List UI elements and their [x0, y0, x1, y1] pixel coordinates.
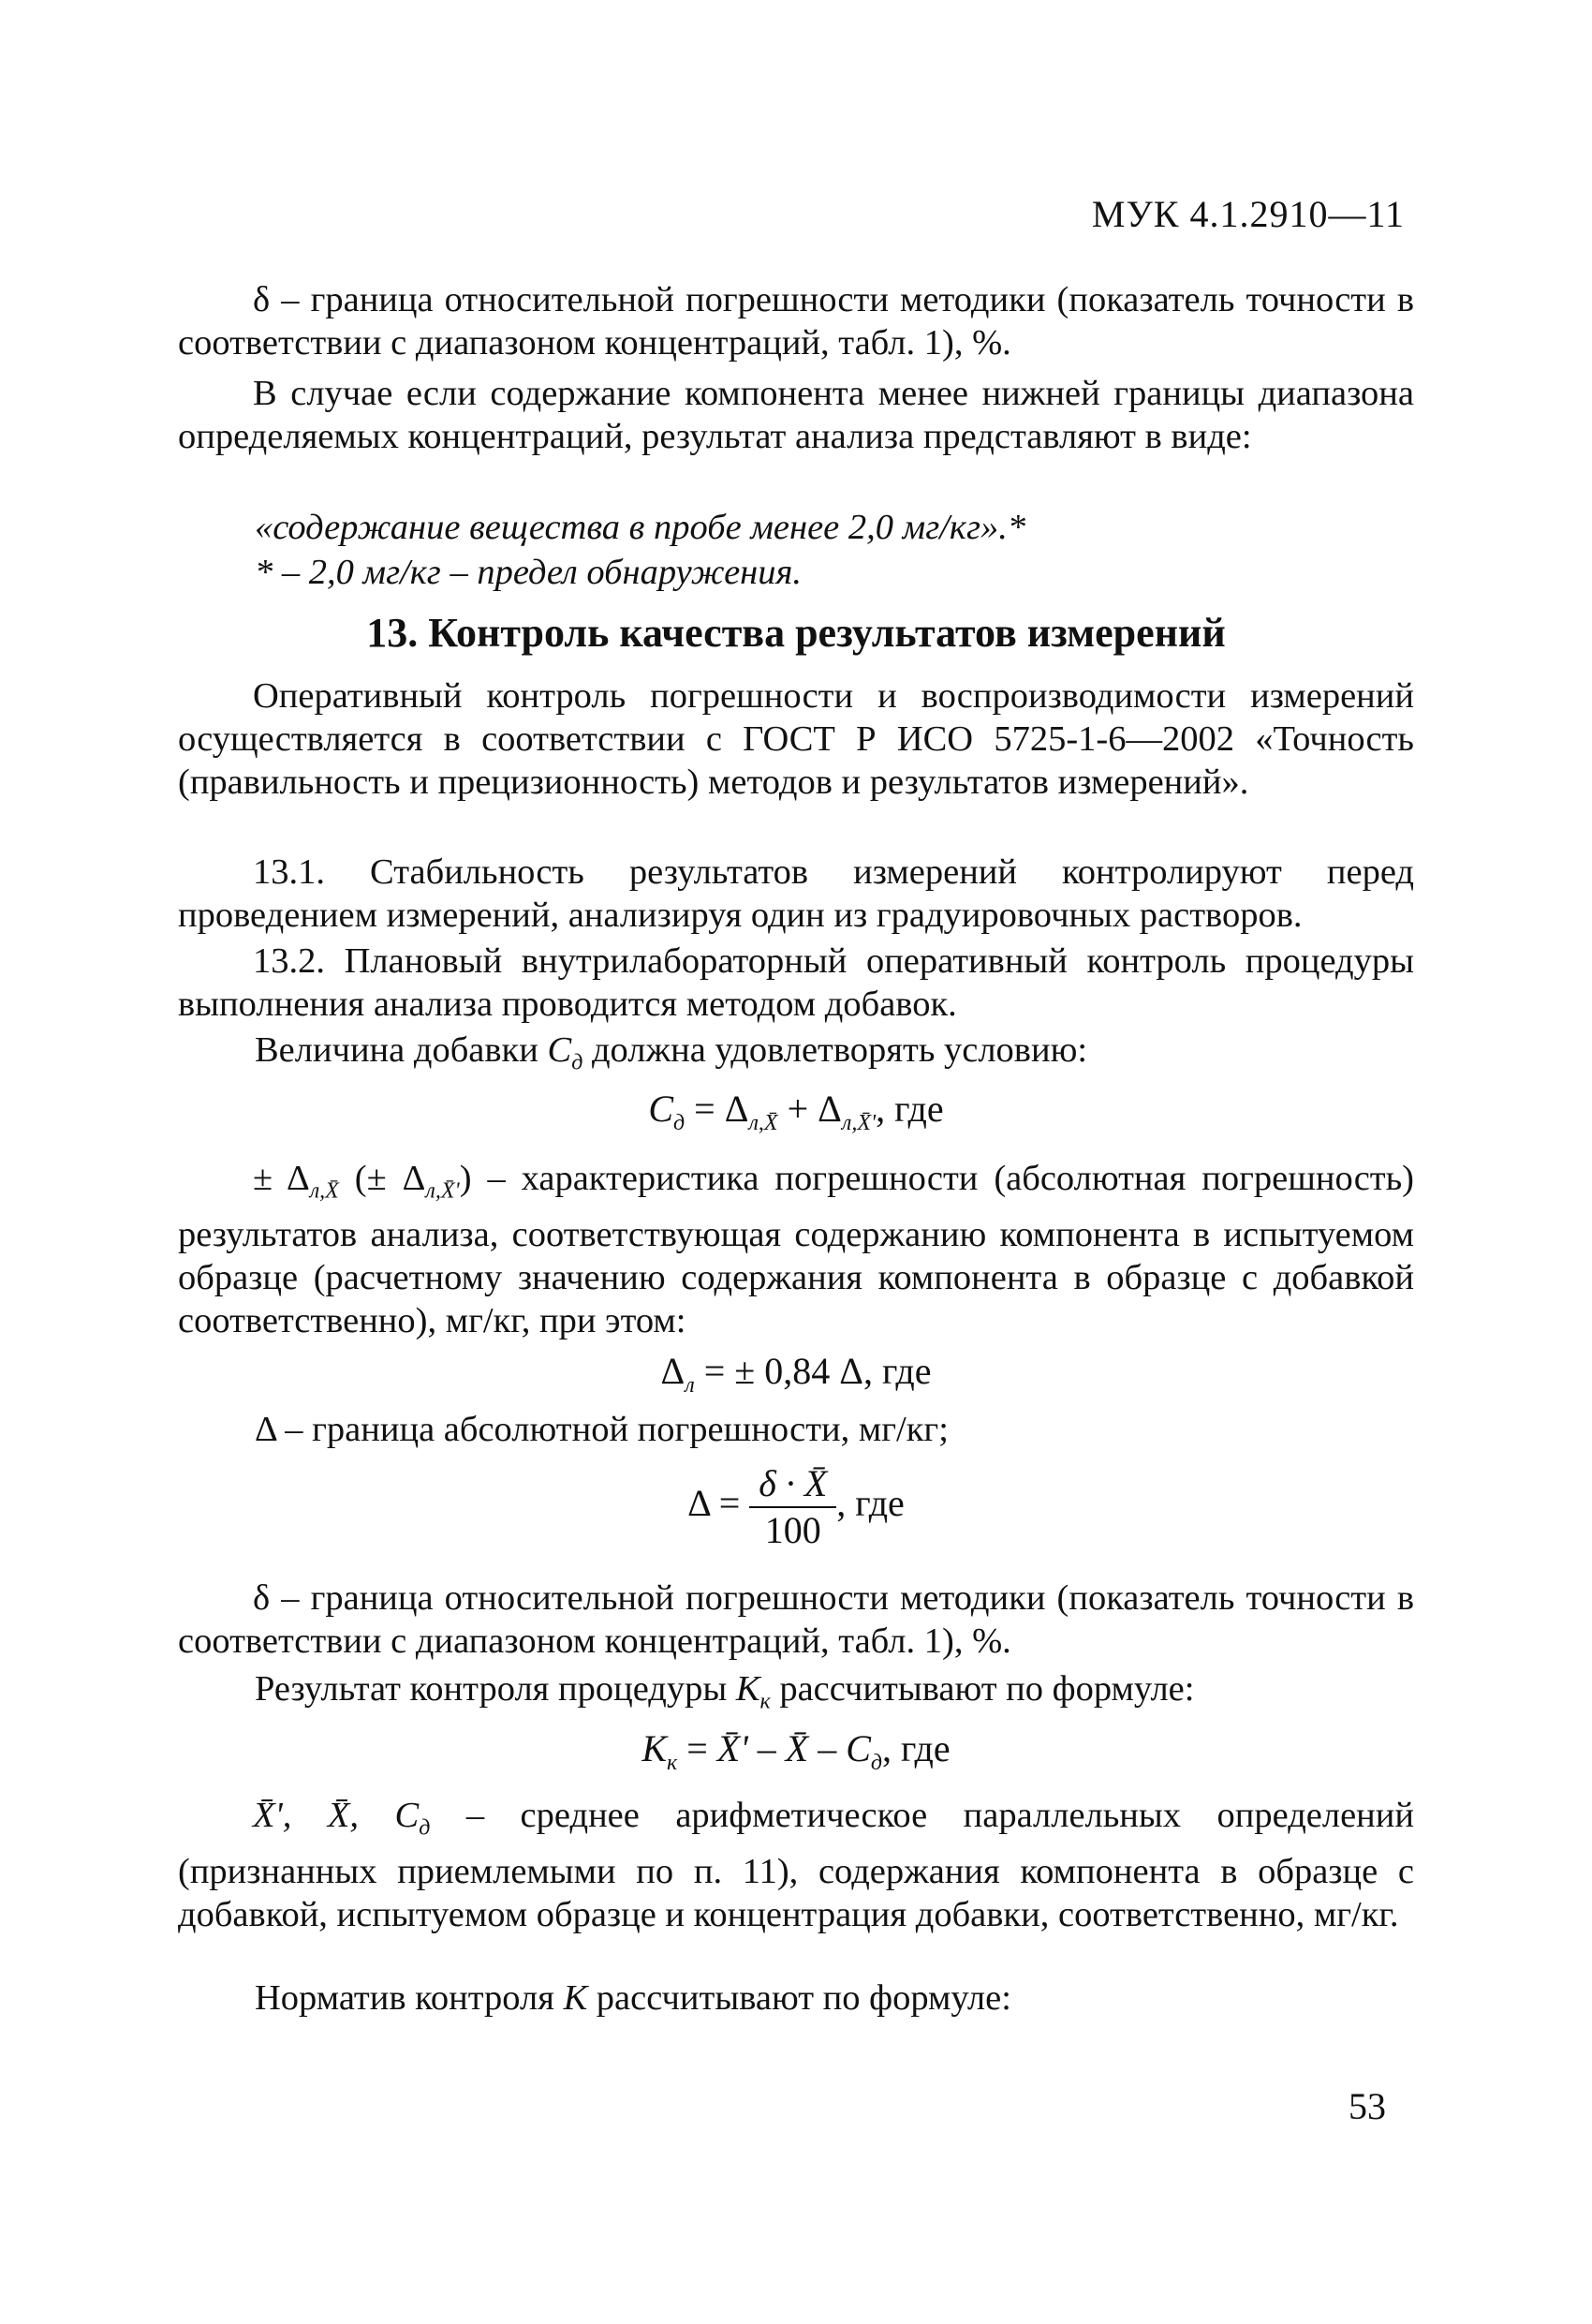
- paragraph-below-range: [178, 372, 1414, 458]
- paragraph-13-1: [178, 851, 1414, 937]
- text-fragment: рассчитывают по формуле:: [770, 1669, 1195, 1709]
- paragraph-absolute-error: Δ – граница абсолютной погрешности, мг/кг;: [255, 1410, 949, 1449]
- text-fragment: (± Δ: [338, 1159, 426, 1198]
- paragraph-delta-definition-2: [178, 1576, 1414, 1663]
- variable-k: К: [563, 1978, 588, 2018]
- paragraph-additive-condition: [255, 1029, 1416, 1085]
- formula-part: + Δ: [777, 1088, 842, 1130]
- formula-part: =: [677, 1727, 717, 1769]
- text-fragment: Норматив контроля: [255, 1978, 564, 2018]
- formula-delta-l: [178, 1349, 1414, 1399]
- formula-part: , где: [876, 1088, 944, 1130]
- variable-c: С: [547, 1030, 572, 1070]
- formula-part: –: [808, 1727, 847, 1769]
- variable-k: К: [735, 1669, 760, 1709]
- formula-part: –: [747, 1727, 786, 1769]
- footnote-detection-limit: * – 2,0 мг/кг – предел обнаружения.: [255, 553, 803, 592]
- fraction: [749, 1461, 836, 1553]
- text-fragment: должна удовлетворять условию:: [582, 1030, 1088, 1070]
- paragraph-delta-definition: [178, 278, 1414, 364]
- paragraph-text: 13.2. Плановый внутрилабораторный оперативный контроль процедуры выполнения анализа проводится методом добавок.: [178, 941, 1414, 1024]
- fraction-numerator: δ · X̄: [749, 1461, 836, 1508]
- formula-control-result: [178, 1726, 1414, 1776]
- subscript: л: [685, 1373, 695, 1398]
- subscript: л,X̄: [748, 1111, 778, 1135]
- formula-var: X̄: [785, 1727, 809, 1769]
- subscript: к: [759, 1689, 771, 1714]
- subscript: л,X̄': [841, 1111, 877, 1135]
- subscript: д: [673, 1111, 685, 1135]
- paragraph-text: В случае если содержание компонента менее нижней границы диапазона определяемых концентраций, результат анализа представляют в виде:: [178, 374, 1414, 456]
- subscript: л,X̄': [425, 1178, 460, 1204]
- formula-lhs: Δ: [660, 1350, 685, 1392]
- paragraph-text: – среднее арифметическое параллельных определений (признанных приемлемыми по п. 11), содержания компонента в образце с добавкой, испытуемом образце и концентрация добавки, соответственно, мг/кг.: [178, 1796, 1414, 1934]
- paragraph-result-form: «содержание вещества в пробе менее 2,0 мг/кг».*: [255, 508, 1026, 547]
- document-code-header: МУК 4.1.2910—11: [1091, 193, 1405, 235]
- paragraph-variables-definition: [178, 1794, 1414, 1936]
- paragraph-control-result: [255, 1667, 1416, 1724]
- formula-lhs: К: [641, 1727, 667, 1769]
- formula-lhs: Δ =: [687, 1482, 750, 1525]
- formula-delta: [178, 1461, 1414, 1553]
- text-fragment: рассчитывают по формуле:: [587, 1978, 1011, 2018]
- fraction-denominator: 100: [764, 1509, 821, 1551]
- paragraph-text: δ – граница относительной погрешности методики (показатель точности в соответствии с диапазоном концентраций, табл. 1), %.: [178, 1578, 1414, 1661]
- paragraph-operational-control: [178, 674, 1414, 804]
- paragraph-error-characteristic: [178, 1157, 1414, 1342]
- formula-rhs: = ± 0,84 Δ, где: [694, 1350, 932, 1392]
- section-heading: 13. Контроль качества результатов измерений: [366, 610, 1226, 656]
- subscript: л,X̄: [309, 1178, 339, 1204]
- formula-var: X̄': [716, 1727, 748, 1769]
- formula-vars: X̄', X̄, С: [253, 1796, 420, 1835]
- paragraph-13-2: [178, 940, 1414, 1026]
- paragraph-control-norm: [255, 1976, 1416, 2020]
- subscript: к: [666, 1751, 678, 1775]
- text-fragment: Величина добавки: [255, 1030, 548, 1070]
- formula-part: , где: [836, 1482, 905, 1525]
- paragraph-text: ) – характеристика погрешности (абсолютная погрешность) результатов анализа, соответствующая содержанию компонента в испытуемом образце (расчетному значению содержания компонента в образце с добавкой соответственно), мг/кг, при этом:: [178, 1159, 1415, 1340]
- formula-part: , где: [882, 1727, 951, 1769]
- page-number: 53: [1349, 2085, 1386, 2127]
- paragraph-text: Оперативный контроль погрешности и воспроизводимости измерений осуществляется в соответствии с ГОСТ Р ИСО 5725-1-6—2002 «Точность (правильность и прецизионность) методов и результатов измерений».: [178, 676, 1414, 802]
- subscript: д: [571, 1050, 583, 1075]
- formula-part: = Δ: [685, 1088, 749, 1130]
- formula-additive: [178, 1087, 1414, 1136]
- formula-var: С: [846, 1727, 871, 1769]
- text-fragment: ± Δ: [253, 1159, 310, 1198]
- text-fragment: Результат контроля процедуры: [255, 1669, 736, 1709]
- paragraph-text: 13.1. Стабильность результатов измерений контролируют перед проведением измерений, анализируя один из градуировочных растворов.: [178, 852, 1414, 935]
- subscript: д: [870, 1751, 883, 1775]
- formula-lhs: С: [648, 1088, 674, 1130]
- subscript: д: [419, 1815, 431, 1841]
- paragraph-text: δ – граница относительной погрешности методики (показатель точности в соответствии с диапазоном концентраций, табл. 1), %.: [178, 280, 1414, 363]
